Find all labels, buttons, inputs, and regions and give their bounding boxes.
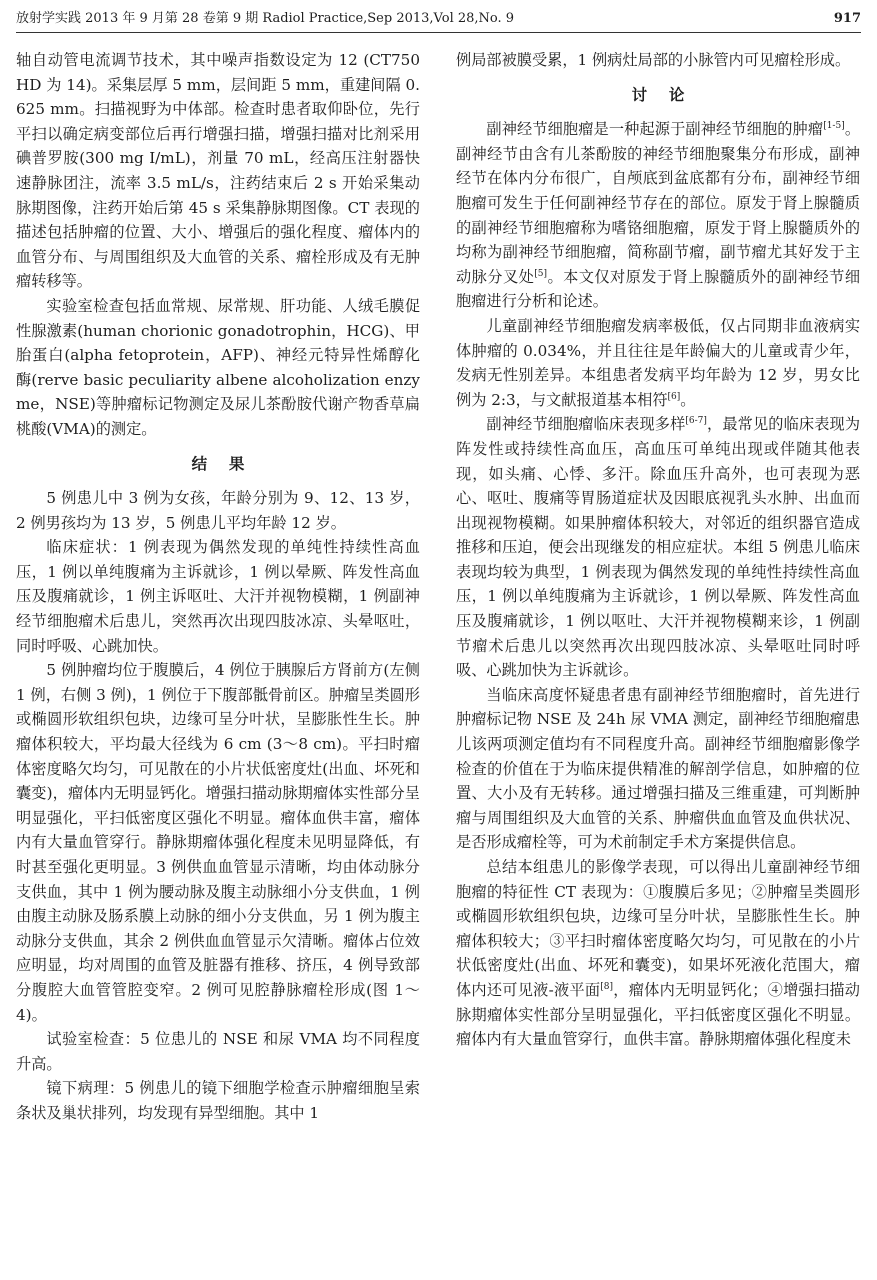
paragraph-text: 试验室检查：5 位患儿的 NSE 和尿 VMA 均不同程度升高。 — [16, 1030, 420, 1073]
journal-info: 放射学实践 2013 年 9 月第 28 卷第 9 期 Radiol Practice,Sep 2013,Vol 28,No. 9 — [16, 11, 515, 26]
paragraph-text: 轴自动管电流调节技术，其中噪声指数设定为 12 (CT750 HD 为 14)。采集层厚 5 mm，层间距 5 mm，重建间隔 0.625 mm。扫描视野为中体部。检查时患者取仰卧位，先行平扫以确定病变部位后再行增强扫描，增强扫描对比剂采用碘普罗胺(300 mg I/mL)，剂量 70 mL，经高压注射器快速静脉团注，流率 3.5 mL/s，注药结束后 2 s 开始采集动脉期图像，注药开始后第 45 s 采集静脉期图像。CT 表现的描述包括肿瘤的位置、大小、增强后的强化程度、瘤体内的血管分布、与周围组织及大血管的关系、瘤栓形成及有无肿瘤转移等。 — [16, 51, 420, 291]
body-paragraph — [456, 683, 860, 855]
paragraph-text: 。本文仅对原发于肾上腺髓质外的副神经节细胞瘤进行分析和论述。 — [456, 267, 861, 311]
citation-reference: [5] — [534, 268, 547, 279]
paragraph-text: 副神经节细胞瘤是一种起源于副神经节细胞的肿瘤 — [486, 120, 824, 139]
right-column — [456, 48, 860, 1052]
paragraph-text: 实验室检查包括血常规、尿常规、肝功能、人绒毛膜促性腺激素(human chorionic gonadotrophin，HCG)、甲胎蛋白(alpha fetoprotein，AFP)、神经元特异性烯醇化酶(rerve basic peculiarity albene alcoholization enzyme，NSE)等肿瘤标记物测定及尿儿茶酚胺代谢产物香草扁桃酸(VMA)的测定。 — [16, 296, 420, 438]
body-paragraph — [16, 294, 420, 442]
section-heading: 讨论 — [631, 84, 707, 104]
left-column — [16, 48, 420, 1126]
section-heading: 结果 — [191, 453, 267, 473]
paragraph-text: 镜下病理：5 例患儿的镜下细胞学检查示肿瘤细胞呈索条状及巢状排列，均发现有异型细胞。其中 1 — [16, 1079, 420, 1122]
body-paragraph — [456, 314, 860, 412]
paragraph-text: 儿童副神经节细胞瘤发病率极低，仅占同期非血液病实体肿瘤的 0.034%，并且往往是年龄偏大的儿童或青少年，发病无性别差异。本组患者发病平均年龄为 12 岁，男女比例为 2:3，与文献报道基本相符 — [456, 316, 860, 409]
paragraph-text: 。 — [680, 390, 696, 409]
citation-reference: [8] — [600, 981, 614, 992]
body-paragraph — [16, 535, 420, 658]
body-paragraph — [16, 1076, 420, 1125]
running-header — [16, 6, 861, 33]
paragraph-text: 5 例肿瘤均位于腹膜后，4 例位于胰腺后方肾前方(左侧 1 例，右侧 3 例)，1 例位于下腹部骶骨前区。肿瘤呈类圆形或椭圆形软组织包块，边缘可呈分叶状，呈膨胀性生长。肿瘤体积较大，平均最大径线为 6 cm (3～8 cm)。平扫时瘤体密度略欠均匀，可见散在的小片状低密度灶(出血、坏死和囊变)，瘤体内无明显钙化。增强扫描动脉期瘤体实性部分呈明显强化，平扫低密度区强化不明显。瘤体血供丰富，瘤体内有大量血管穿行。静脉期瘤体强化程度未见明显降低，有时甚至强化更明显。3 例供血血管显示清晰，均由体动脉分支供血，其中 1 例为腰动脉及腹主动脉细小分支供血，1 例由腹主动脉及肠系膜上动脉的细小分支供血，另 1 例为腹主动脉分支供血，其余 2 例供血血管显示欠清晰。瘤体占位效应明显，均对周围的血管及脏器有推移、挤压，4 例导致部分腹腔大血管管腔变窄。2 例可见腔静脉瘤栓形成(图 1～4)。 — [16, 661, 420, 1024]
paragraph-text: 副神经节细胞瘤临床表现多样 — [486, 415, 686, 434]
body-paragraph — [16, 486, 420, 535]
body-paragraph — [456, 117, 860, 314]
citation-reference: [6-7] — [685, 416, 707, 427]
paragraph-text: 临床症状：1 例表现为偶然发现的单纯性持续性高血压，1 例以单纯腹痛为主诉就诊，1 例以晕厥、阵发性高血压及腹痛就诊，1 例主诉呕吐、大汗并视物模糊，1 例副神经节细胞瘤术后患儿，突然再次出现四肢冰凉、头晕呕吐，同时呼吸、心跳加快。 — [16, 538, 420, 655]
paragraph-text: 5 例患儿中 3 例为女孩，年龄分别为 9、12、13 岁，2 例男孩均为 13 岁，5 例患儿平均年龄 12 岁。 — [16, 489, 420, 532]
paragraph-text: ，最常见的临床表现为阵发性或持续性高血压，高血压可单纯出现或伴随其他表现，如头痛、心悸、多汗。除血压升高外，也可表现为恶心、呕吐、腹痛等胃肠道症状及因眼底视乳头水肿、出血而出现视物模糊。如果肿瘤体积较大，对邻近的组织器官造成推移和压迫，便会出现继发的相应症状。本组 5 例患儿临床表现均较为典型，1 例表现为偶然发现的单纯性持续性高血压，1 例以单纯腹痛为主诉就诊，1 例以晕厥、阵发性高血压及腹痛就诊，1 例以呕吐、大汗并视物模糊来诊，1 例副节瘤术后患儿以突然再次出现四肢冰凉、头晕呕吐同时呼吸、心跳加快为主诉就诊。 — [456, 415, 861, 680]
paragraph-text: 。副神经节由含有儿茶酚胺的神经节细胞聚集分布形成，副神经节在体内分布很广，自颅底到盆底都有分布，副神经节细胞瘤可发生于任何副神经节存在的部位。原发于肾上腺髓质的副神经节细胞瘤称为嗜铬细胞瘤，原发于肾上腺髓质外的均称为副神经节细胞瘤，简称副节瘤，副节瘤尤其好发于主动脉分叉处 — [456, 120, 861, 286]
paragraph-text: 例局部被膜受累，1 例病灶局部的小脉管内可见瘤栓形成。 — [456, 51, 851, 69]
body-paragraph — [16, 48, 420, 294]
body-paragraph — [16, 1027, 420, 1076]
body-paragraph — [16, 658, 420, 1027]
body-paragraph — [456, 412, 860, 683]
body-paragraph — [456, 855, 860, 1052]
body-paragraph — [456, 48, 860, 73]
paragraph-text: ，瘤体内无明显钙化；④增强扫描动脉期瘤体实性部分呈明显强化，平扫低密度区强化不明显。瘤体内有大量血管穿行，血供丰富。静脉期瘤体强化程度未 — [456, 980, 860, 1049]
citation-reference: [6] — [667, 391, 681, 402]
paragraph-text: 当临床高度怀疑患者患有副神经节细胞瘤时，首先进行肿瘤标记物 NSE 及 24h 尿 VMA 测定，副神经节细胞瘤患儿该两项测定值均有不同程度升高。副神经节细胞瘤影像学检查的价值在于为临床提供精准的解剖学信息，如肿瘤的位置、大小及有无转移。通过增强扫描及三维重建，可判断肿瘤与周围组织及大血管的关系、肿瘤供血血管及血供状况、是否形成瘤栓等，可为术前制定手术方案提供信息。 — [456, 685, 860, 852]
citation-reference: [1-5] — [823, 121, 845, 132]
page-number: 917 — [833, 11, 861, 26]
paragraph-text: 总结本组患儿的影像学表现，可以得出儿童副神经节细胞瘤的特征性 CT 表现为：①腹膜后多见；②肿瘤呈类圆形或椭圆形软组织包块，边缘可呈分叶状，呈膨胀性生长。肿瘤体积较大；③平扫时瘤体密度略欠均匀，可见散在的小片状低密度灶(出血、坏死和囊变)，如果坏死液化范围大，瘤体内还可见液-液平面 — [456, 858, 860, 999]
